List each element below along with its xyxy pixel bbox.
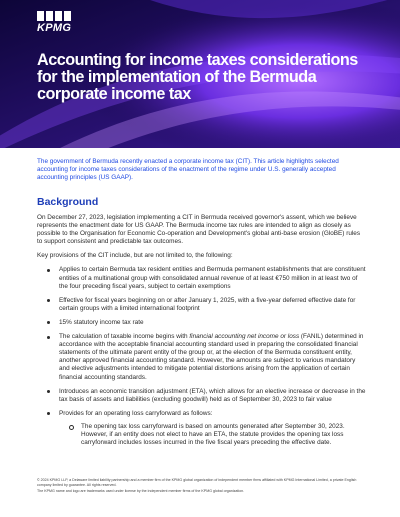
list-item: Introduces an economic transition adjustment (ETA), which allows for an elective increase or decrease in the tax basis of assets and liabilities (excluding goodwill) held as of September 30, 2023 to fair value bbox=[47, 388, 367, 404]
title-line-1: Accounting for income taxes considerations bbox=[37, 51, 358, 69]
kpmg-logo-text: KPMG bbox=[37, 22, 72, 34]
title-line-2: for the implementation of the Bermuda bbox=[37, 68, 317, 86]
footer bbox=[37, 478, 367, 496]
provision-text-emphasis: financial accounting net income or loss bbox=[189, 333, 300, 341]
footer-copyright: © 2024 KPMG LLP, a Delaware limited liability partnership and a member firm of the KPMG global organization of independent member firms affiliated with KPMG International Limited, a private English company limited by guarantee. All rights reserved. bbox=[37, 478, 357, 487]
page-title bbox=[37, 52, 367, 103]
footer-trademark: The KPMG name and logo are trademarks used under license by the independent member firms of the KPMG global organization. bbox=[37, 489, 245, 494]
background-paragraph-2: Key provisions of the CIT include, but are not limited to, the following: bbox=[37, 252, 233, 260]
kpmg-logo-icon bbox=[37, 11, 71, 21]
hero-banner bbox=[0, 0, 400, 148]
provision-text-post: (FANIL) determined in accordance with the acceptable financial accounting standard used in preparing the consolidated financial statements of the ultimate parent entity of the group or, at the election of the Bermuda constituent entity, another approved financial accounting standard. However, the amounts are subject to various mandatory and elective adjustments intended to mitigate potential distortions arising from the application of certain financial accounting standards. bbox=[59, 333, 364, 381]
section-heading: Background bbox=[37, 196, 99, 208]
title-line-3: corporate income tax bbox=[37, 85, 191, 103]
background-paragraph-1: On December 27, 2023, legislation implementing a CIT in Bermuda received governor's assent, which we believe represents the enactment date for US GAAP. The Bermuda income tax rules are intended to align as closely as possible to the Organisation for Economic Co-operation and Development's global anti-base erosion (GloBE) rules to support consistent and predictable tax outcomes. bbox=[37, 214, 361, 246]
list-item: Effective for fiscal years beginning on or after January 1, 2025, with a five-year deferred effective date for certain groups with a limited international footprint bbox=[47, 297, 367, 313]
list-item bbox=[47, 333, 367, 382]
provisions-list bbox=[37, 266, 367, 447]
list-item: 15% statutory income tax rate bbox=[47, 319, 367, 327]
provision-text: Provides for an operating loss carryforward as follows: bbox=[59, 409, 213, 417]
list-item: Applies to certain Bermuda tax resident entities and Bermuda permanent establishments that are constituent entities of a multinational group with consolidated annual revenue of at least €750 million in at least two of the four preceding fiscal years, subject to certain exemptions bbox=[47, 266, 367, 290]
sub-list bbox=[59, 423, 367, 447]
provision-text-pre: The calculation of taxable income begins with bbox=[59, 333, 190, 341]
intro-paragraph: The government of Bermuda recently enacted a corporate income tax (CIT). This article highlights selected accounting for income taxes considerations of the enactment of the regime under U.S. generally accepted accounting principles (US GAAP). bbox=[37, 158, 339, 182]
list-item bbox=[47, 410, 367, 447]
main-content bbox=[37, 196, 367, 453]
sub-list-item: The opening tax loss carryforward is based on amounts generated after September 30, 2023. However, if an entity does not elect to have an ETA, the statute provides the opening tax loss carryforward includes losses incurred in the five fiscal years preceding the effective date. bbox=[69, 423, 367, 447]
